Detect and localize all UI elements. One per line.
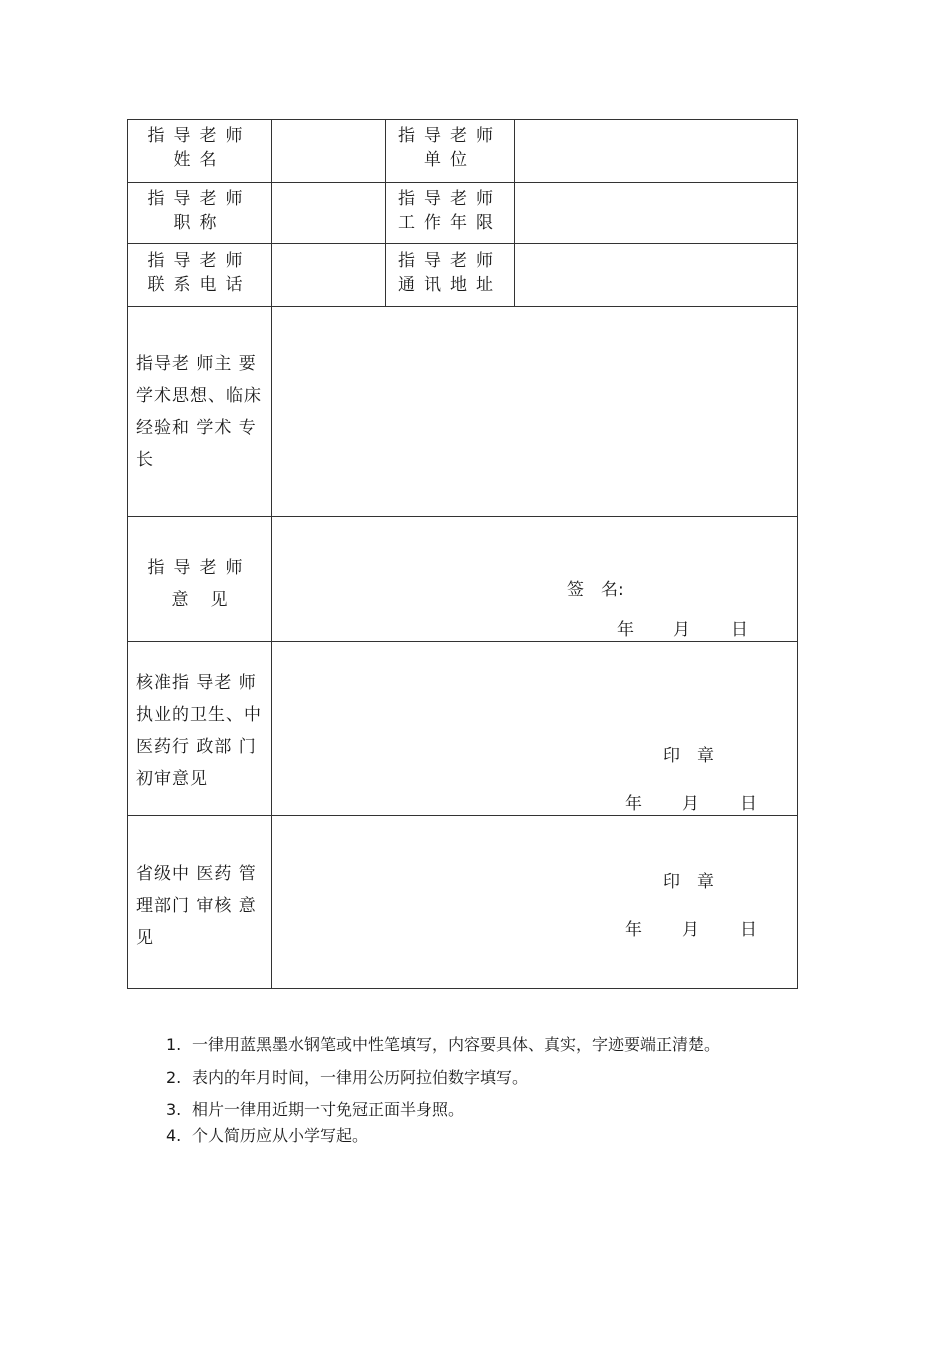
instruction-item — [166, 1123, 368, 1146]
label-line: 指导老师 — [398, 126, 502, 146]
label-teacher-unit — [386, 124, 514, 172]
date-day: 日 — [740, 794, 757, 814]
label-line: 指导老师 — [147, 126, 252, 146]
signature-label: 签 名: — [567, 580, 624, 600]
instruction-item — [166, 1097, 464, 1120]
label-line: 通讯地址 — [398, 275, 502, 295]
field-teacher-work-years[interactable] — [515, 183, 797, 243]
instruction-item — [166, 1065, 528, 1088]
label-line: 职称 — [173, 213, 226, 233]
label-teacher-phone — [128, 249, 271, 297]
instruction-number: 4. — [166, 1126, 182, 1145]
table-divider — [127, 641, 798, 642]
label-line: 指导老师 — [398, 251, 502, 271]
field-teacher-unit[interactable] — [515, 120, 797, 182]
label-line: 工作年限 — [398, 213, 502, 233]
label-teacher-work-years — [386, 187, 514, 235]
label-teacher-title — [128, 187, 271, 235]
table-divider — [127, 815, 798, 816]
label-line: 指导老师 — [147, 251, 252, 271]
date-year: 年 — [617, 620, 634, 640]
seal-label: 印 章 — [663, 746, 714, 766]
field-academic-thought[interactable] — [272, 307, 797, 516]
label-line: 指导老师 — [147, 189, 252, 209]
label-teacher-address — [386, 249, 514, 297]
label-teacher-name — [128, 124, 271, 172]
label-line: 指导老师 — [147, 558, 252, 578]
instruction-number: 3. — [166, 1100, 182, 1119]
date-year: 年 — [625, 794, 642, 814]
label-teacher-opinion — [128, 552, 271, 616]
field-teacher-title[interactable] — [272, 183, 385, 243]
instruction-text: 一律用蓝黑墨水钢笔或中性笔填写，内容要具体、真实，字迹要端正清楚。 — [192, 1035, 721, 1054]
table-divider — [127, 516, 798, 517]
instruction-text: 表内的年月时间，一律用公历阿拉伯数字填写。 — [192, 1068, 529, 1087]
label-line: 联系电话 — [147, 275, 252, 295]
date-year: 年 — [625, 920, 642, 940]
instruction-number: 2. — [166, 1068, 182, 1087]
label-academic-thought: 指导老 师主 要学术思想、临床经验和 学术 专长 — [136, 354, 262, 470]
date-day: 日 — [740, 920, 757, 940]
instruction-number: 1. — [166, 1035, 182, 1054]
date-month: 月 — [673, 620, 690, 640]
instruction-item — [166, 1032, 720, 1055]
field-teacher-address[interactable] — [515, 244, 797, 306]
table-border-bottom — [127, 988, 798, 989]
label-initial-review: 核准指 导老 师执业的卫生、中医药行 政部 门初审意见 — [136, 673, 262, 789]
date-month: 月 — [682, 794, 699, 814]
field-teacher-phone[interactable] — [272, 244, 385, 306]
label-line: 姓名 — [173, 150, 226, 170]
table-border-right — [797, 119, 798, 989]
instruction-text: 相片一律用近期一寸免冠正面半身照。 — [192, 1100, 465, 1119]
label-line: 意见 — [171, 590, 250, 610]
field-teacher-name[interactable] — [272, 120, 385, 182]
instruction-text: 个人简历应从小学写起。 — [192, 1126, 369, 1145]
date-month: 月 — [682, 920, 699, 940]
date-day: 日 — [731, 620, 748, 640]
label-line: 指导老师 — [398, 189, 502, 209]
label-line: 单位 — [424, 150, 476, 170]
label-provincial-review: 省级中 医药 管理部门 审核 意见 — [136, 864, 257, 948]
seal-label: 印 章 — [663, 872, 714, 892]
